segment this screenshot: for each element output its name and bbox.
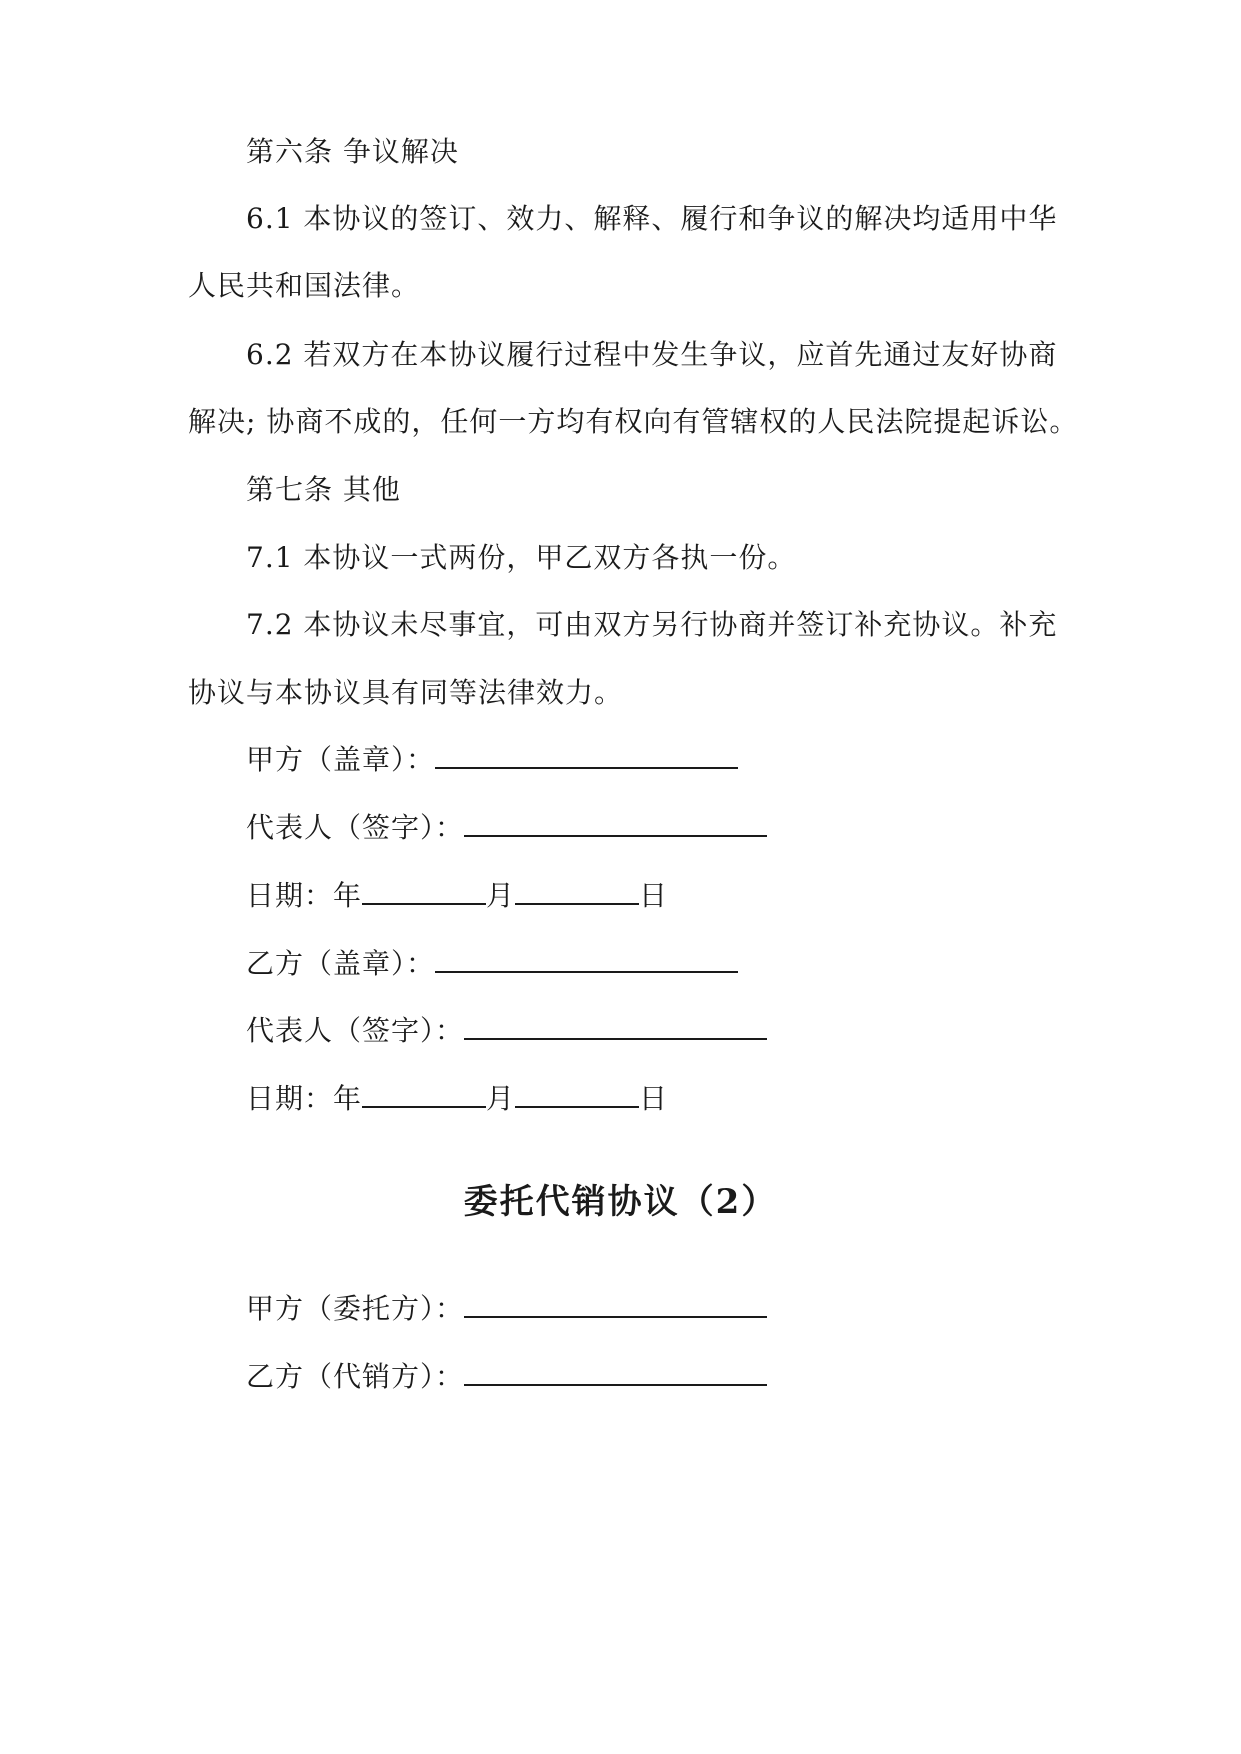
clause-6-2-line-2: 解决; 协商不成的，任何一方均有权向有管辖权的人民法院提起诉讼。 <box>188 405 1079 438</box>
article-6-heading: 第六条 争议解决 <box>246 135 459 168</box>
party-a-rep-label: 代表人（签字）： <box>246 811 465 844</box>
second-party-a-label: 甲方（委托方）： <box>246 1292 465 1325</box>
party-b-rep-blank[interactable] <box>464 1014 767 1040</box>
second-party-a-row <box>246 1291 767 1327</box>
party-b-day-blank[interactable] <box>515 1082 639 1108</box>
party-a-seal-label: 甲方（盖章）： <box>246 743 436 776</box>
year-label: 年 <box>333 879 363 912</box>
party-a-rep-blank[interactable] <box>464 811 767 837</box>
second-party-b-label: 乙方（代销方）： <box>246 1360 465 1393</box>
party-b-seal-blank[interactable] <box>435 947 738 973</box>
clause-6-2-line-1: 6.2 若双方在本协议履行过程中发生争议，应首先通过友好协商 <box>246 338 1058 371</box>
month-label: 月 <box>486 879 516 912</box>
date-label: 日期： <box>246 879 334 912</box>
party-a-date-row <box>246 878 668 914</box>
second-party-b-blank[interactable] <box>464 1360 767 1386</box>
party-a-month-blank[interactable] <box>362 879 486 905</box>
second-agreement-title: 委托代销协议（2） <box>463 1182 778 1222</box>
day-label: 日 <box>639 1082 669 1115</box>
day-label: 日 <box>639 879 669 912</box>
clause-7-1: 7.1 本协议一式两份，甲乙双方各执一份。 <box>246 541 797 574</box>
clause-6-1-line-2: 人民共和国法律。 <box>188 269 421 302</box>
second-party-a-blank[interactable] <box>464 1292 767 1318</box>
party-a-seal-row <box>246 742 738 778</box>
party-a-rep-row <box>246 810 767 846</box>
clause-7-2-line-1: 7.2 本协议未尽事宜，可由双方另行协商并签订补充协议。补充 <box>246 608 1058 641</box>
party-b-seal-label: 乙方（盖章）： <box>246 947 436 980</box>
party-a-seal-blank[interactable] <box>435 743 738 769</box>
clause-7-2-line-2: 协议与本协议具有同等法律效力。 <box>188 676 624 709</box>
party-b-date-row <box>246 1081 668 1117</box>
year-label: 年 <box>333 1082 363 1115</box>
date-label: 日期： <box>246 1082 334 1115</box>
month-label: 月 <box>486 1082 516 1115</box>
clause-6-1-line-1: 6.1 本协议的签订、效力、解释、履行和争议的解决均适用中华 <box>246 202 1058 235</box>
party-a-day-blank[interactable] <box>515 879 639 905</box>
party-b-rep-label: 代表人（签字）： <box>246 1014 465 1047</box>
party-b-seal-row <box>246 946 738 982</box>
second-party-b-row <box>246 1359 767 1395</box>
party-b-month-blank[interactable] <box>362 1082 486 1108</box>
party-b-rep-row <box>246 1013 767 1049</box>
article-7-heading: 第七条 其他 <box>246 473 401 506</box>
